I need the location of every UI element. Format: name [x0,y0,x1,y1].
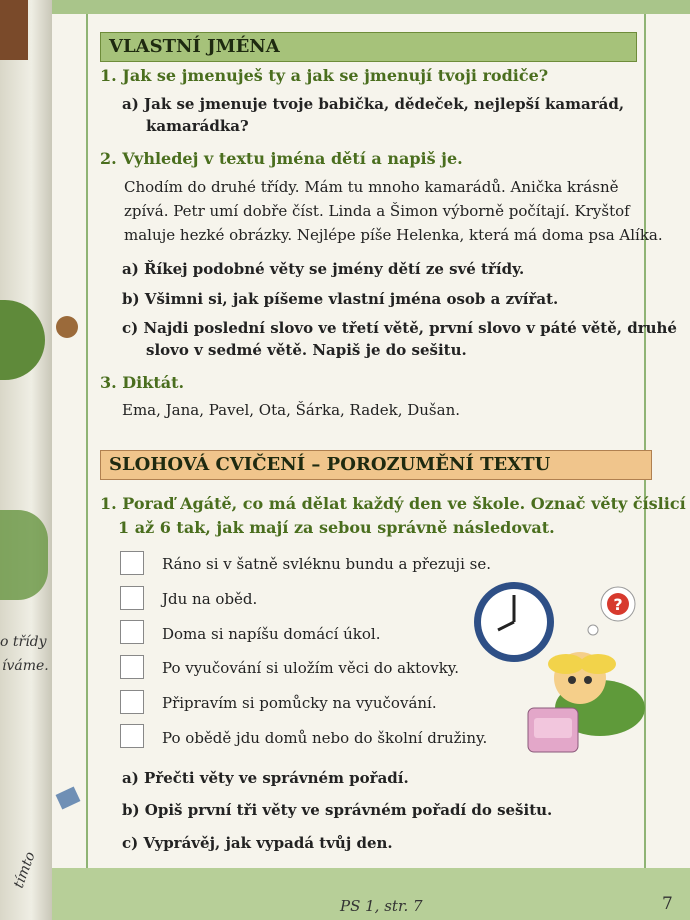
sentence-item: Připravím si pomůcky na vyučování. [162,694,437,712]
plant-illustration-fragment [0,510,48,600]
textbook-page [52,0,690,920]
question-1a-cont: kamarádka? [146,117,249,135]
section-title-slohova-cviceni: SLOHOVÁ CVIČENÍ – POROZUMĚNÍ TEXTU [100,450,652,480]
task-b: b) Opiš první tři věty ve správném pořadí do sešitu. [122,801,553,819]
order-checkbox[interactable] [120,620,144,644]
order-checkbox[interactable] [120,690,144,714]
top-color-bar [52,0,690,14]
sentence-item: Po obědě jdu domů nebo do školní družiny. [162,729,488,747]
workbook-reference: PS 1, str. 7 [340,897,423,915]
question-2c: c) Najdi poslední slovo ve třetí větě, první slovo v páté větě, druhé [122,319,677,337]
order-checkbox[interactable] [120,724,144,748]
task-c: c) Vyprávěj, jak vypadá tvůj den. [122,834,393,852]
task-a: a) Přečti věty ve správném pořadí. [122,769,409,787]
sentence-item: Doma si napíšu domácí úkol. [162,625,381,643]
question-3: 3. Diktát. [100,373,185,392]
reading-text-line: zpívá. Petr umí dobře číst. Linda a Šimon výborně počítají. Kryštof [124,202,630,220]
left-text-fragment: íváme. [2,658,49,674]
question-1a: a) Jak se jmenuje tvoje babička, dědeček, nejlepší kamarád, [122,95,625,113]
order-checkbox[interactable] [120,551,144,575]
question-s1-cont: 1 až 6 tak, jak mají za sebou správně následovat. [118,518,555,537]
question-2a: a) Říkej podobné věty se jmény dětí ze své třídy. [122,260,525,278]
sentence-item: Po vyučování si uložím věci do aktovky. [162,659,460,677]
bubble-question-mark: ? [613,595,623,614]
question-2c-cont: slovo v sedmé větě. Napiš je do sešitu. [146,341,467,359]
girl-with-clock-illustration [470,578,645,758]
question-1: 1. Jak se jmenuješ ty a jak se jmenují tvoji rodiče? [100,66,549,85]
left-page-edge [0,0,52,920]
order-checkbox[interactable] [120,586,144,610]
left-text-fragment: tímto [10,849,39,891]
question-2b: b) Všimni si, jak píšeme vlastní jména osob a zvířat. [122,290,559,308]
question-2: 2. Vyhledej v textu jména dětí a napiš je. [100,149,463,168]
school-bag-icon [528,708,578,752]
reading-text-line: maluje hezké obrázky. Nejlépe píše Helenka, která má doma psa Alíka. [124,226,663,244]
question-s1: 1. Poraď Agátě, co má dělat každý den ve škole. Označ věty číslicí [100,494,686,513]
thought-bubble-icon [588,587,635,635]
clock-icon [474,582,554,662]
left-text-fragment: o třídy [0,634,47,650]
sentence-item: Ráno si v šatně svléknu bundu a přezuji se. [162,555,491,573]
sentence-item: Jdu na oběd. [162,590,258,608]
owl-icon [56,316,78,338]
order-checkbox[interactable] [120,655,144,679]
pencil-icon [56,787,81,810]
tree-illustration-fragment [0,0,28,60]
dictation-text: Ema, Jana, Pavel, Ota, Šárka, Radek, Dušan. [122,401,460,419]
reading-text-line: Chodím do druhé třídy. Mám tu mnoho kamarádů. Anička krásně [124,178,619,196]
section-title-vlastni-jmena: VLASTNÍ JMÉNA [100,32,637,62]
page-number: 7 [662,894,673,914]
bush-illustration-fragment [0,300,45,380]
